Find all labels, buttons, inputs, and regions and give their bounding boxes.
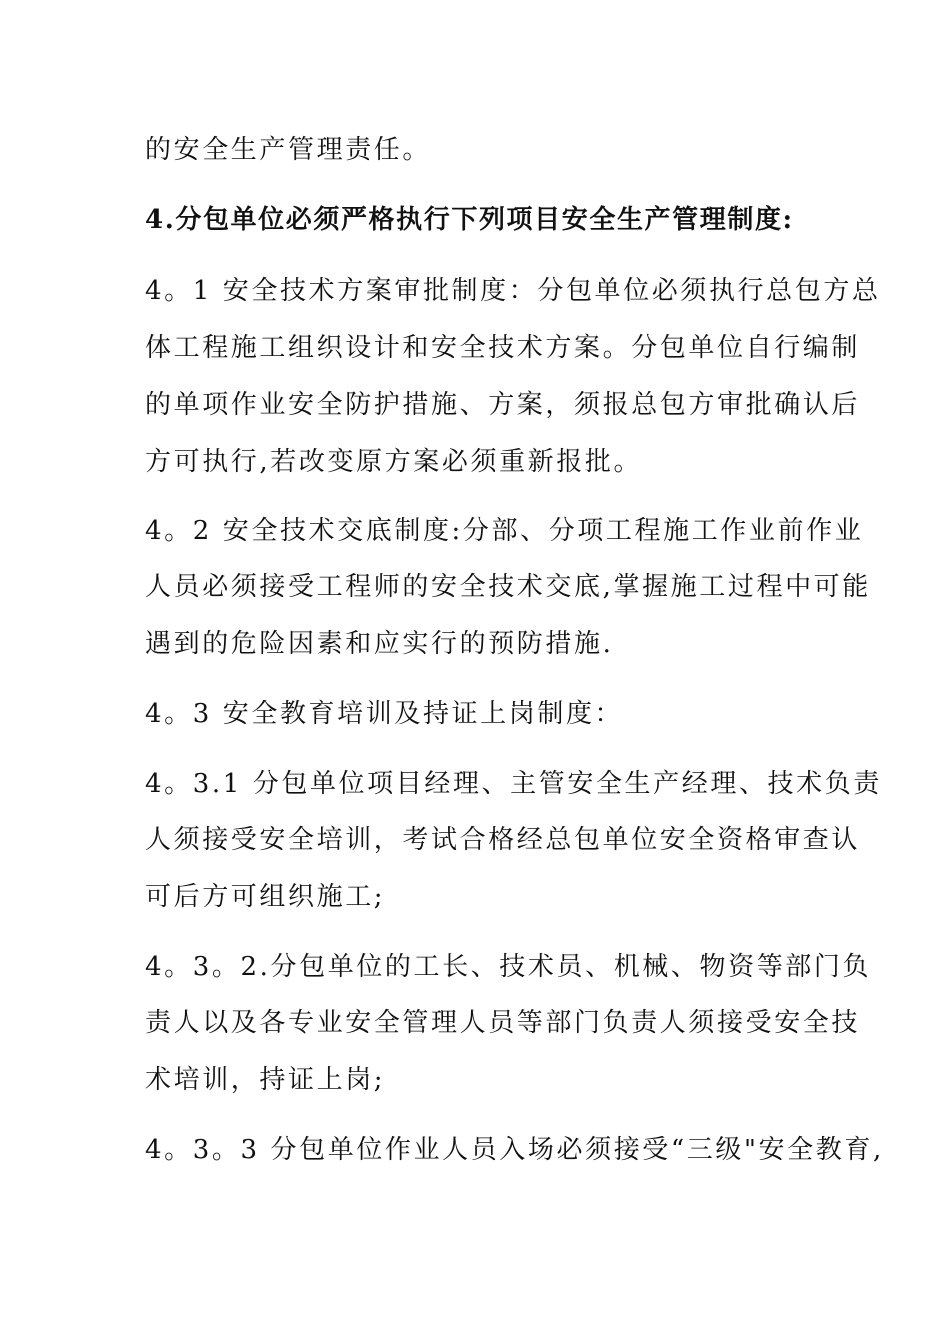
section-heading: 4.分包单位必须严格执行下列项目安全生产管理制度:: [145, 205, 794, 235]
body-text-line: 人员必须接受工程师的安全技术交底,掌握施工过程中可能: [145, 572, 871, 602]
body-text-line: 术培训，持证上岗;: [145, 1065, 386, 1095]
body-text-line: 4。3。2.分包单位的工长、技术员、机械、物资等部门负: [145, 952, 872, 982]
body-text-line: 方可执行,若改变原方案必须重新报批。: [145, 447, 643, 477]
body-text-line: 4。2 安全技术交底制度:分部、分项工程施工作业前作业: [145, 516, 864, 546]
body-text-line: 4。3.1 分包单位项目经理、主管安全生产经理、技术负责: [145, 769, 882, 799]
body-text-line: 4。3 安全教育培训及持证上岗制度：: [145, 699, 624, 729]
body-text-line: 的单项作业安全防护措施、方案，须报总包方审批确认后: [145, 390, 861, 420]
body-text-line: 遇到的危险因素和应实行的预防措施.: [145, 629, 614, 659]
body-text-line: 4。3。3 分包单位作业人员入场必须接受“三级"安全教育,: [145, 1135, 884, 1165]
body-text-line: 可后方可组织施工;: [145, 882, 386, 912]
body-text-line: 的安全生产管理责任。: [145, 135, 432, 165]
body-text-line: 体工程施工组织设计和安全技术方案。分包单位自行编制: [145, 333, 861, 363]
body-text-line: 4。1 安全技术方案审批制度：分包单位必须执行总包方总: [145, 276, 881, 306]
body-text-line: 人须接受安全培训，考试合格经总包单位安全资格审查认: [145, 825, 861, 855]
body-text-line: 责人以及各专业安全管理人员等部门负责人须接受安全技: [145, 1008, 861, 1038]
